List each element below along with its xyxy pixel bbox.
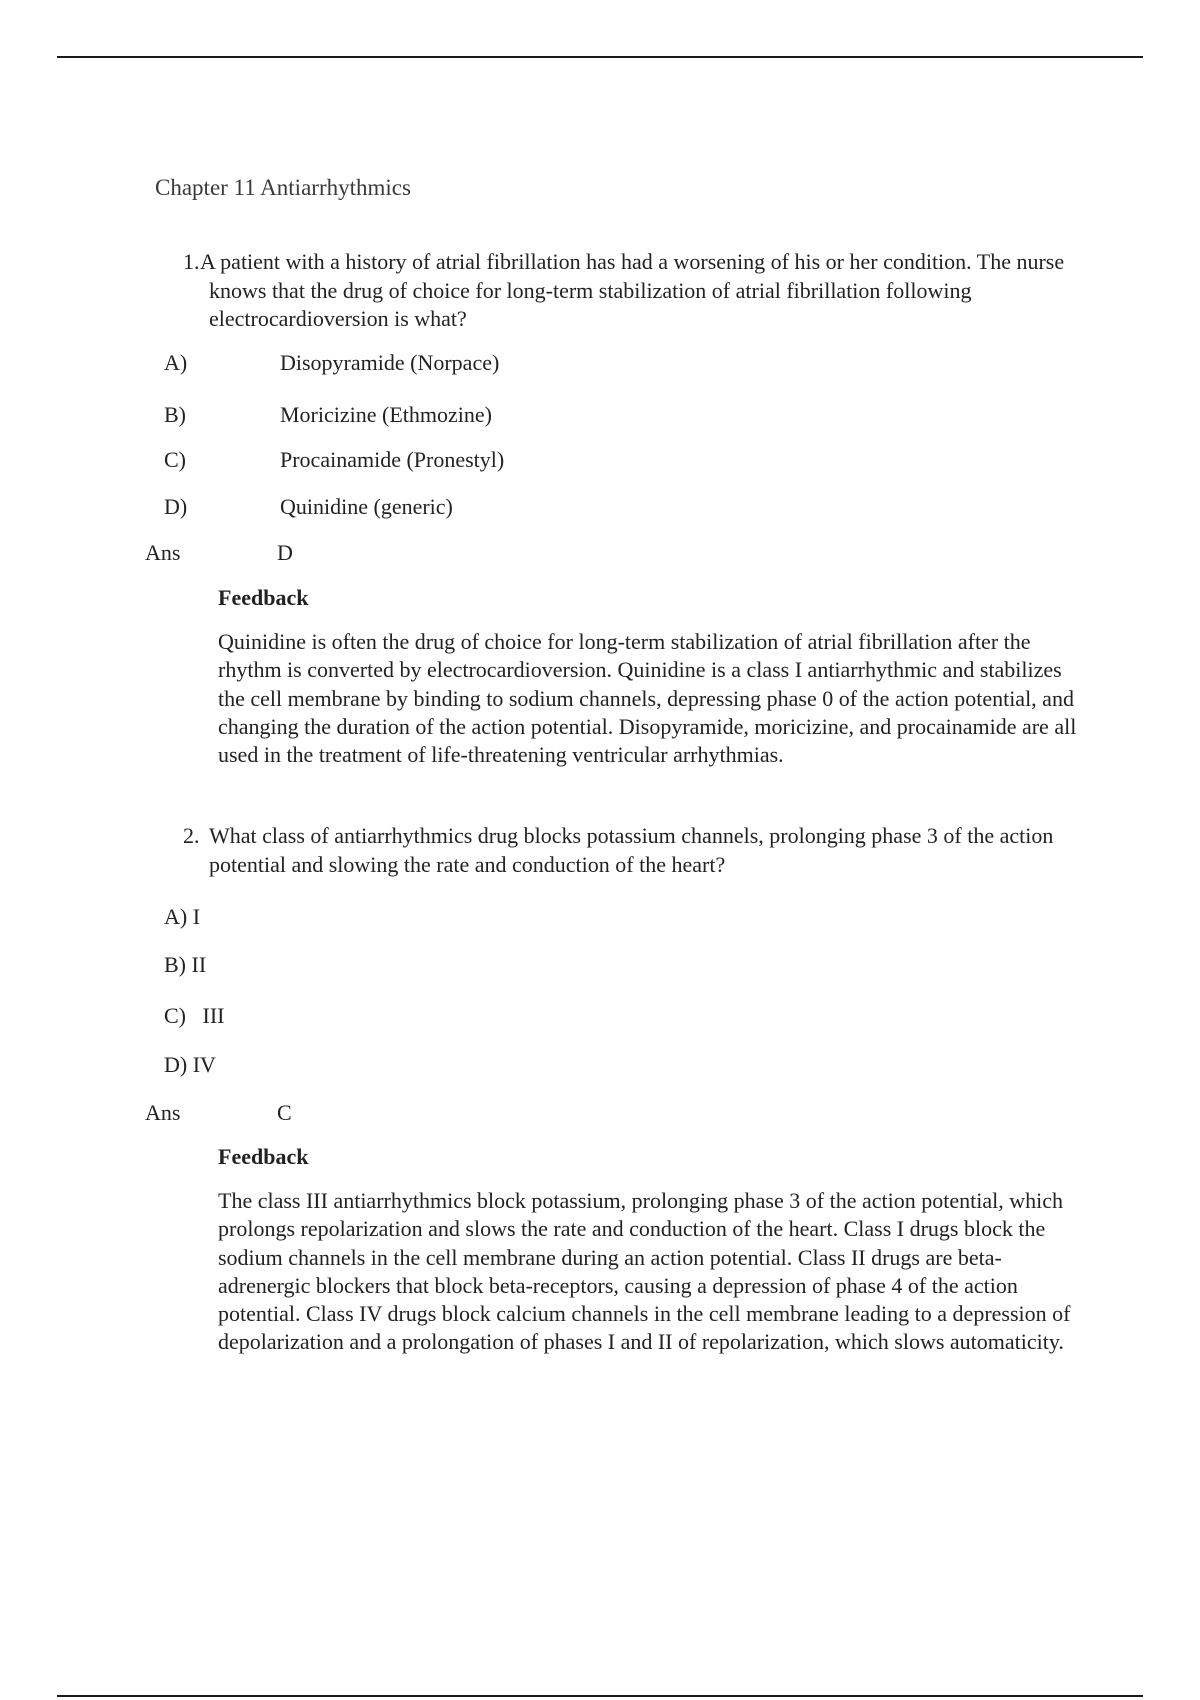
q2-answer-value: C [277, 1100, 292, 1125]
q1-answer-label: Ans [145, 540, 181, 565]
q1-feedback-heading: Feedback [218, 585, 309, 610]
q1-option-a-letter: A) [164, 350, 188, 375]
q1-feedback-text: Quinidine is often the drug of choice for long-term stabilization of atrial fibrillation after the rhythm is converted by electrocardioversion. Quinidine is a class I antiarrhythmic and stabilizes the cell membrane by binding to sodium channels, depressing phase 0 of the action potential, and changing the duration of the action potential. Disopyramide, moricizine, and procainamide are all used in the treatment of life-threatening ventricular arrhythmias. [218, 629, 1077, 768]
question-2-text [209, 822, 1079, 879]
bottom-rule [57, 1695, 1143, 1697]
question-2-stem: What class of antiarrhythmics drug blocks potassium channels, prolonging phase 3 of the action potential and slowing the rate and conduction of the heart? [209, 823, 1054, 877]
q1-option-b-letter: B) [164, 402, 186, 427]
q2-feedback-heading: Feedback [218, 1144, 309, 1169]
q1-option-d-letter: D) [164, 494, 188, 519]
page-title: Chapter 11 Antiarrhythmics [155, 175, 411, 200]
q1-option-d-text: Quinidine (generic) [280, 494, 453, 519]
q1-answer-value: D [277, 540, 293, 565]
q1-option-b-text: Moricizine (Ethmozine) [280, 402, 492, 427]
q2-option-b: B) II [164, 952, 207, 977]
question-1-text [200, 248, 1079, 334]
question-2-number: 2. [183, 823, 200, 848]
top-rule [57, 56, 1143, 58]
q2-option-c: C) III [164, 1003, 225, 1028]
q2-option-a: A) I [164, 904, 201, 929]
q2-option-d: D) IV [164, 1052, 216, 1077]
question-1-stem: A patient with a history of atrial fibrillation has had a worsening of his or her condition. The nurse knows that the drug of choice for long-term stabilization of atrial fibrillation following electrocardioversion is what? [200, 249, 1065, 331]
q1-option-a-text: Disopyramide (Norpace) [280, 350, 500, 375]
q2-feedback-text: The class III antiarrhythmics block potassium, prolonging phase 3 of the action potential, which prolongs repolarization and slows the rate and conduction of the heart. Class I drugs block the sodium channels in the cell membrane during an action potential. Class II drugs are beta-adrenergic blockers that block beta-receptors, causing a depression of phase 4 of the action potential. Class IV drugs block calcium channels in the cell membrane leading to a depression of depolarization and a prolongation of phases I and II of repolarization, which slows automaticity. [218, 1188, 1071, 1355]
q1-option-c-text: Procainamide (Pronestyl) [280, 447, 505, 472]
question-1-number: 1. [183, 249, 200, 274]
q2-answer-label: Ans [145, 1100, 181, 1125]
q1-option-c-letter: C) [164, 447, 186, 472]
